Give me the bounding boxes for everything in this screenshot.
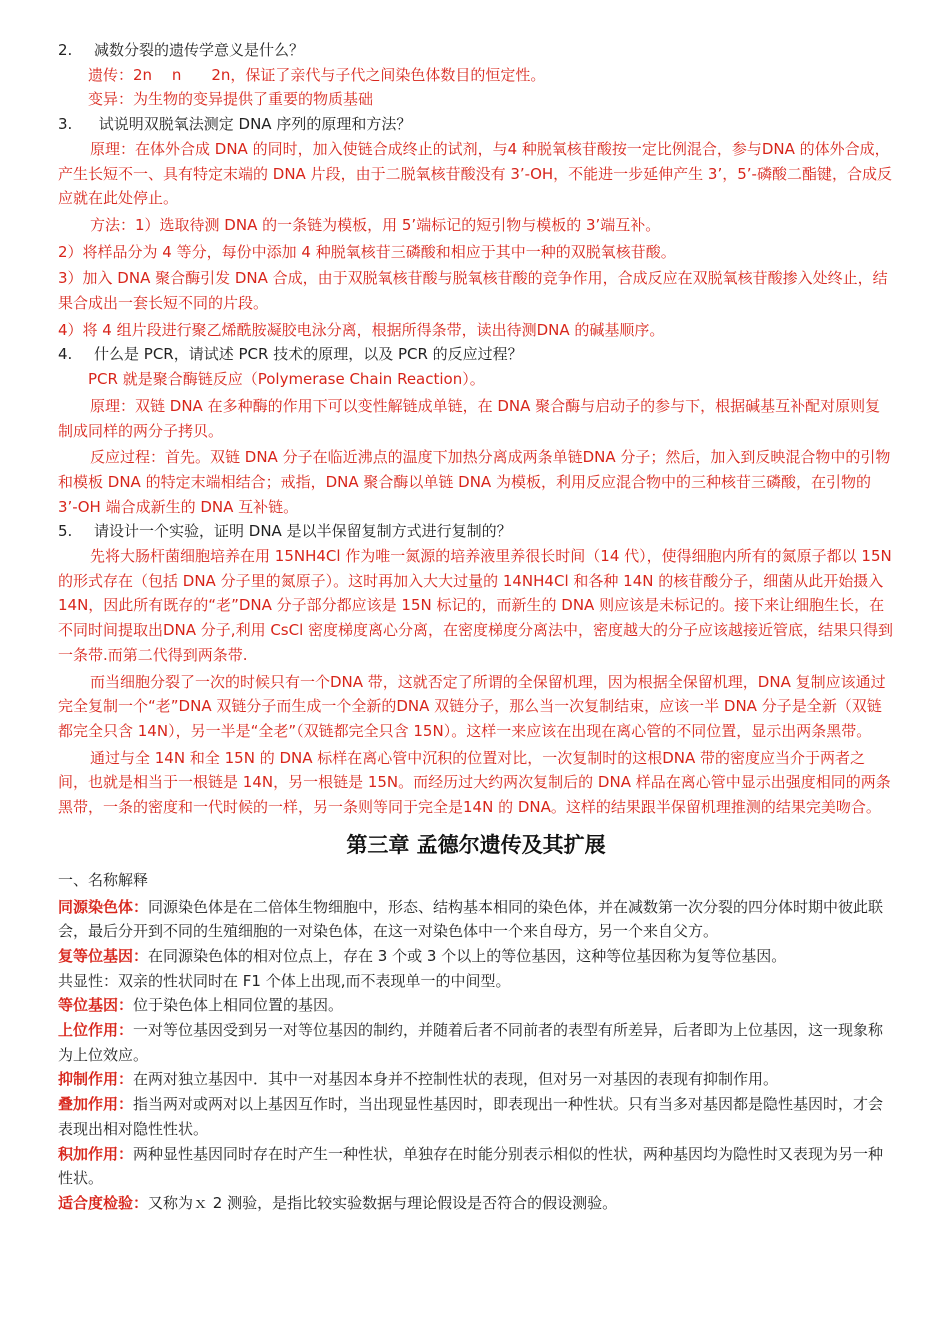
term-separator: ： xyxy=(118,1070,134,1089)
term-name: 抑制作用 xyxy=(58,1070,119,1089)
answer-experiment-p3: 通过与全 14N 和全 15N 的 DNA 标样在离心管中沉积的位置对比，一次复制时的这根DNA 带的密度应当介于两者之间，也就是相当于一根链是 14N，另一根链是 15N。而经历过大约两次复制后的 DNA 样品在离心管中显示出强度相同的两条黑带，一条的密度和一代时候的一样，另一条则等同于完全是14N 的 DNA。这样的结果跟半保留机理推测的结果完美吻合。 xyxy=(58,748,891,817)
question-number: 3. xyxy=(58,115,73,134)
question-number: 4. xyxy=(58,345,73,364)
question-4 xyxy=(58,342,894,367)
term-name: 适合度检验 xyxy=(58,1193,134,1212)
term-item xyxy=(58,969,894,994)
term-definition: 在同源染色体的相对位点上，存在 3 个或 3 个以上的等位基因，这种等位基因称为复等位基因。 xyxy=(148,946,787,965)
question-5 xyxy=(58,519,894,544)
term-item xyxy=(58,993,894,1018)
answer-pcr-process: 反应过程：首先。双链 DNA 分子在临近沸点的温度下加热分离成两条单链DNA 分子；然后，加入到反映混合物中的引物和模板 DNA 的特定末端相结合；戒指，DNA 聚合酶以单链 DNA 为模板，利用反应混合物中的三种核苷三磷酸，在引物的 3’-OH 端合成新生的 DNA 互补链。 xyxy=(58,448,891,516)
term-definition: 位于染色体上相同位置的基因。 xyxy=(133,996,344,1015)
chapter-title: 第三章 孟德尔遗传及其扩展 xyxy=(346,831,606,857)
answer-variation: 变异：为生物的变异提供了重要的物质基础 xyxy=(88,90,374,109)
answer-pcr-definition: PCR 就是聚合酶链反应（Polymerase Chain Reaction）。 xyxy=(88,370,485,389)
term-definition: 又称为ｘ 2 测验，是指比较实验数据与理论假设是否符合的假设测验。 xyxy=(148,1193,618,1212)
question-number: 5. xyxy=(58,522,73,541)
section-heading: 一、名称解释 xyxy=(58,870,149,889)
answer-principle: 原理：在体外合成 DNA 的同时，加入使链合成终止的试剂，与4 种脱氧核苷酸按一定比例混合，参与DNA 的体外合成，产生长短不一、具有特定末端的 DNA 片段，由于二脱氧核苷酸没有 3’-OH，不能进一步延伸产生 3’，5’-磷酸二酯键，合成反应就在此处停止。 xyxy=(58,139,892,208)
question-title: 请设计一个实验，证明 DNA 是以半保留复制方式进行复制的？ xyxy=(94,522,512,541)
term-item xyxy=(58,1067,894,1092)
question-3 xyxy=(58,112,894,137)
term-name: 等位基因 xyxy=(58,996,119,1015)
question-title: 什么是 PCR，请试述 PCR 技术的原理，以及 PCR 的反应过程？ xyxy=(94,345,523,364)
term-name: 复等位基因 xyxy=(58,946,134,965)
term-separator: ： xyxy=(118,1144,134,1163)
answer-heredity: 遗传：2n n 2n，保证了亲代与子代之间染色体数目的恒定性。 xyxy=(88,65,546,84)
term-separator: ： xyxy=(118,996,134,1015)
term-list xyxy=(58,895,894,1216)
term-item xyxy=(58,895,894,944)
term-name: 同源染色体 xyxy=(58,897,134,916)
term-name: 积加作用 xyxy=(58,1144,119,1163)
question-2 xyxy=(58,38,894,63)
answer-experiment-p1: 先将大肠杆菌细胞培养在用 15NH4Cl 作为唯一氮源的培养液里养很长时间（14 代），使得细胞内所有的氮原子都以 15N 的形式存在（包括 DNA 分子里的氮原子）。这时再加入大大过量的 14NH4Cl 和各种 14N 的核苷酸分子，细菌从此开始摄入 14N，因此所有既存的“老”DNA 分子部分都应该是 15N 标记的，而新生的 DNA 则应该是未标记的。接下来让细胞生长，在不同时间提取出DNA 分子,利用 CsCl 密度梯度离心分离，在密度梯度分离法中，密度越大的分子应该越接近管底，结果只得到一条带.而第二代得到两条带. xyxy=(58,547,894,664)
term-definition: 指当两对或两对以上基因互作时，当出现显性基因时，即表现出一种性状。只有当多对基因都是隐性基因时，才会表现出相对隐性性状。 xyxy=(58,1095,884,1138)
term-item xyxy=(58,1191,894,1216)
answer-method-2: 2）将样品分为 4 等分，每份中添加 4 种脱氧核苷三磷酸和相应于其中一种的双脱氧核苷酸。 xyxy=(58,242,676,261)
term-separator: ： xyxy=(118,1021,134,1040)
question-title: 减数分裂的遗传学意义是什么？ xyxy=(94,41,305,59)
term-definition: 两种显性基因同时存在时产生一种性状，单独存在时能分别表示相似的性状，两种基因均为隐性时又表现为另一种性状。 xyxy=(58,1144,884,1188)
term-definition: 共显性：双亲的性状同时在 F1 个体上出现,而不表现单一的中间型。 xyxy=(58,971,511,990)
question-number: 2. xyxy=(58,41,73,59)
answer-pcr-principle: 原理：双链 DNA 在多种酶的作用下可以变性解链成单链，在 DNA 聚合酶与启动子的参与下，根据碱基互补配对原则复制成同样的两分子拷贝。 xyxy=(58,396,881,440)
question-title: 试说明双脱氧法测定 DNA 序列的原理和方法？ xyxy=(94,115,412,134)
term-separator: ： xyxy=(133,946,149,965)
answer-method-4: 4）将 4 组片段进行聚乙烯酰胺凝胶电泳分离，根据所得条带，读出待测DNA 的碱基顺序。 xyxy=(58,320,665,339)
answer-experiment-p2: 而当细胞分裂了一次的时候只有一个DNA 带，这就否定了所谓的全保留机理，因为根据全保留机理，DNA 复制应该通过完全复制一个“老”DNA 双链分子而生成一个全新的DNA 双链分子，那么当一次复制结束，应该一半 DNA 分子是全新（双链都完全只含 14N），另一半是“全老”（双链都完全只含 15N）。这样一来应该在出现在离心管的不同位置，显示出两条黑带。 xyxy=(58,672,886,740)
answer-method-3: 3）加入 DNA 聚合酶引发 DNA 合成，由于双脱氧核苷酸与脱氧核苷酸的竞争作用，合成反应在双脱氧核苷酸掺入处终止，结果合成出一套长短不同的片段。 xyxy=(58,269,888,313)
term-item xyxy=(58,944,894,969)
term-definition: 同源染色体是在二倍体生物细胞中，形态、结构基本相同的染色体，并在减数第一次分裂的四分体时期中彼此联会，最后分开到不同的生殖细胞的一对染色体，在这一对染色体中一个来自母方，另一个来自父方。 xyxy=(58,897,884,941)
term-name: 叠加作用 xyxy=(58,1095,119,1114)
term-separator: ： xyxy=(133,897,149,916)
document-page xyxy=(58,38,894,1216)
term-item xyxy=(58,1018,894,1067)
term-item xyxy=(58,1092,894,1141)
term-name: 上位作用 xyxy=(58,1021,119,1040)
term-definition: 在两对独立基因中．其中一对基因本身并不控制性状的表现，但对另一对基因的表现有抑制作用。 xyxy=(133,1070,779,1089)
term-separator: ： xyxy=(133,1193,149,1212)
answer-method-1: 方法：1）选取待测 DNA 的一条链为模板，用 5’端标记的短引物与模板的 3’端互补。 xyxy=(90,215,661,234)
term-separator: ： xyxy=(118,1095,134,1114)
term-definition: 一对等位基因受到另一对等位基因的制约，并随着后者不同前者的表型有所差异，后者即为上位基因，这一现象称为上位效应。 xyxy=(58,1021,884,1064)
term-item xyxy=(58,1142,894,1191)
